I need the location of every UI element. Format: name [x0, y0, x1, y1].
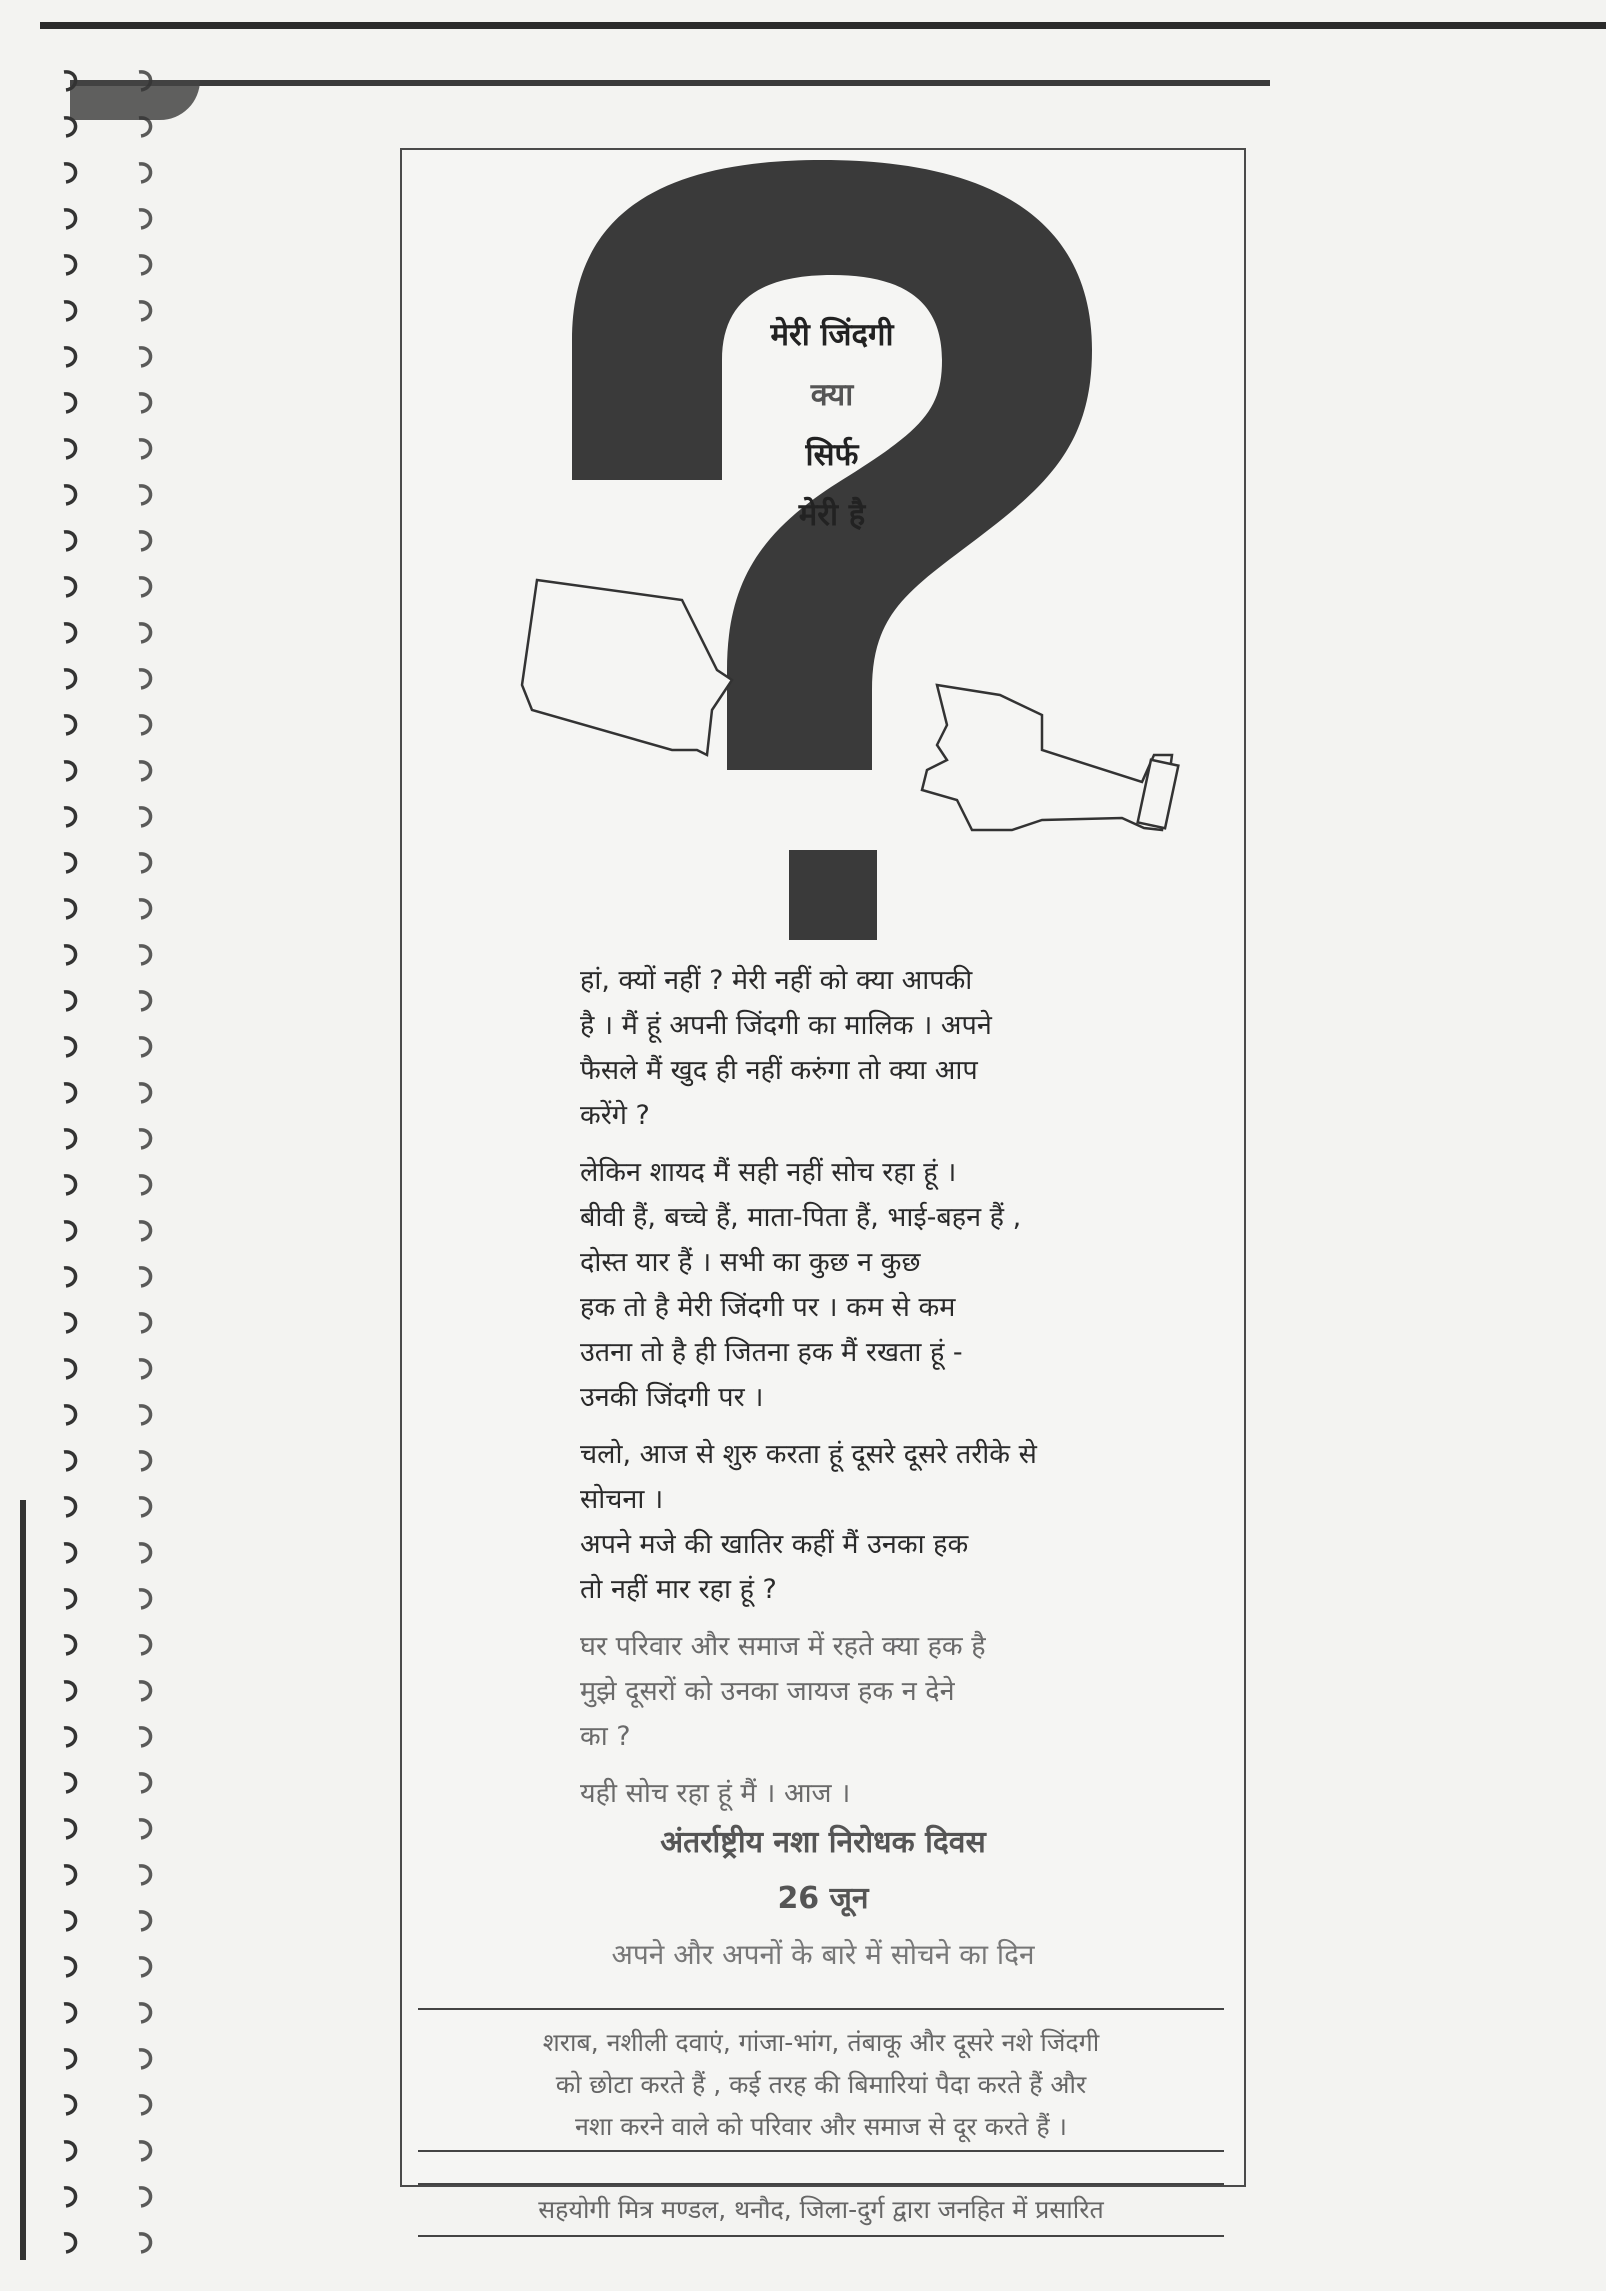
broken-bottle-icon: [922, 685, 1172, 830]
margin-rule: [20, 1500, 26, 2260]
paragraph: [580, 1771, 1140, 1816]
paragraph: [580, 1624, 1140, 1759]
text-line: हां, क्यों नहीं ? मेरी नहीं को क्या आपकी: [580, 965, 973, 996]
text-line: करेंगे ?: [580, 1100, 650, 1131]
binding-ring: [64, 2142, 76, 2160]
binding-ring: [64, 1682, 76, 1700]
campaign-title: अंतर्राष्ट्रीय नशा निरोधक दिवस: [660, 1825, 986, 1860]
binding-ring: [139, 1222, 151, 1240]
binding-ring: [64, 2050, 76, 2068]
binding-ring: [139, 946, 151, 964]
binding-ring: [64, 1222, 76, 1240]
binding-ring: [64, 1590, 76, 1608]
binding-ring: [64, 808, 76, 826]
text-line: उनकी जिंदगी पर ।: [580, 1382, 764, 1413]
top-rule: [40, 22, 1606, 29]
binding-ring: [64, 394, 76, 412]
binding-ring: [139, 1544, 151, 1562]
binding-ring: [64, 256, 76, 274]
text-line: है । मैं हूं अपनी जिंदगी का मालिक । अपने: [580, 1010, 992, 1041]
binding-ring: [64, 578, 76, 596]
binding-ring: [139, 854, 151, 872]
binding-ring: [139, 670, 151, 688]
text-line: उतना तो है ही जितना हक मैं रखता हूं -: [580, 1337, 963, 1368]
text-line: हक तो है मेरी जिंदगी पर । कम से कम: [580, 1292, 956, 1323]
binding-ring: [139, 532, 151, 550]
binding-ring: [64, 1084, 76, 1102]
poster: [400, 148, 1246, 2224]
paragraph: [580, 958, 1140, 1138]
binding-ring: [64, 992, 76, 1010]
binding-ring: [64, 716, 76, 734]
notice-line: शराब, नशीली दवाएं, गांजा-भांग, तंबाकू और दूसरे नशे जिंदगी: [542, 2028, 1100, 2057]
text-line: घर परिवार और समाज में रहते क्या हक है: [580, 1631, 986, 1662]
binding-ring: [139, 1728, 151, 1746]
notice-line: नशा करने वाले को परिवार और समाज से दूर करते हैं ।: [574, 2112, 1068, 2141]
binding-ring: [64, 1038, 76, 1056]
binding-ring: [139, 1406, 151, 1424]
headline-line: मेरी है: [798, 497, 866, 533]
bottle-cap: [1138, 760, 1179, 828]
text-line: मुझे दूसरों को उनका जायज हक न देने: [580, 1676, 955, 1707]
binding-ring: [139, 1314, 151, 1332]
binding-ring: [139, 394, 151, 412]
binding-ring: [64, 348, 76, 366]
binding-ring: [64, 302, 76, 320]
binding-ring: [64, 1820, 76, 1838]
binding-ring: [139, 440, 151, 458]
text-line: चलो, आज से शुरु करता हूं दूसरे दूसरे तरीके से: [580, 1439, 1037, 1470]
binding-ring: [64, 624, 76, 642]
binding-ring: [139, 2050, 151, 2068]
binding-ring: [64, 1866, 76, 1884]
binding-ring: [139, 624, 151, 642]
binding-ring: [139, 1268, 151, 1286]
binding-ring: [64, 900, 76, 918]
binding-ring: [64, 1958, 76, 1976]
secondary-rule: [70, 80, 1270, 86]
campaign-footer: [402, 1815, 1244, 1983]
binding-ring: [64, 1452, 76, 1470]
binding-ring: [64, 1360, 76, 1378]
binding-ring: [64, 440, 76, 458]
body-text: [580, 958, 1140, 1828]
binding-ring: [64, 1176, 76, 1194]
binding-ring: [64, 164, 76, 182]
binding-ring: [64, 1544, 76, 1562]
binding-ring: [139, 1590, 151, 1608]
binding-ring: [64, 1498, 76, 1516]
binding-ring: [64, 2096, 76, 2114]
binding-ring: [139, 118, 151, 136]
binding-ring: [139, 2234, 151, 2252]
binding-ring: [139, 1452, 151, 1470]
binding-ring: [139, 164, 151, 182]
text-line: का ?: [580, 1721, 631, 1752]
binding-ring: [64, 1268, 76, 1286]
text-line: यही सोच रहा हूं मैं । आज ।: [580, 1778, 851, 1809]
binding-ring: [139, 486, 151, 504]
binding-ring: [139, 578, 151, 596]
question-mark-dot: [789, 850, 877, 940]
binding-ring: [139, 256, 151, 274]
text-line: अपने मजे की खातिर कहीं मैं उनका हक: [580, 1529, 969, 1560]
headline-question: [732, 305, 932, 545]
binding-ring: [64, 1636, 76, 1654]
paragraph: [580, 1150, 1140, 1420]
binding-ring: [64, 2188, 76, 2206]
binding-ring: [64, 946, 76, 964]
campaign-tagline: अपने और अपनों के बारे में सोचने का दिन: [611, 1938, 1035, 1971]
binding-ring: [64, 1406, 76, 1424]
binding-ring: [139, 900, 151, 918]
binding-ring: [139, 1774, 151, 1792]
binding-ring: [64, 670, 76, 688]
binding-ring: [139, 302, 151, 320]
binding-ring: [64, 1130, 76, 1148]
binding-ring: [139, 1866, 151, 1884]
text-line: बीवी हैं, बच्चे हैं, माता-पिता हैं, भाई-बहन हैं ,: [580, 1202, 1022, 1233]
text-line: फैसले मैं खुद ही नहीं करुंगा तो क्या आप: [580, 1055, 978, 1086]
binding-ring: [139, 2004, 151, 2022]
notice-line: को छोटा करते हैं , कई तरह की बिमारियां पैदा करते हैं और: [555, 2070, 1087, 2099]
binding-ring: [139, 348, 151, 366]
binding-ring: [139, 2096, 151, 2114]
binding-ring: [64, 1314, 76, 1332]
binding-ring: [139, 2142, 151, 2160]
sponsor-credit: सहयोगी मित्र मण्डल, थनौद, जिला-दुर्ग द्वारा जनहित में प्रसारित: [418, 2183, 1224, 2237]
binding-ring: [64, 72, 76, 90]
text-line: तो नहीं मार रहा हूं ?: [580, 1574, 777, 1605]
binding-ring: [139, 1682, 151, 1700]
binding-ring: [64, 118, 76, 136]
binding-ring: [139, 72, 151, 90]
binding-ring: [139, 1176, 151, 1194]
binding-ring: [139, 1636, 151, 1654]
binding-ring: [64, 486, 76, 504]
spiral-binding: [0, 40, 180, 2280]
binding-ring: [139, 210, 151, 228]
binding-ring: [64, 1912, 76, 1930]
binding-ring: [139, 2188, 151, 2206]
binding-ring: [139, 1084, 151, 1102]
binding-ring: [64, 210, 76, 228]
binding-ring: [139, 808, 151, 826]
binding-ring: [64, 1774, 76, 1792]
paragraph: [580, 1432, 1140, 1612]
health-notice: [418, 2008, 1224, 2152]
binding-ring: [64, 532, 76, 550]
headline-line: क्या: [810, 377, 854, 413]
binding-ring: [139, 762, 151, 780]
binding-ring: [64, 2234, 76, 2252]
headline-line: मेरी जिंदगी: [770, 317, 894, 353]
text-line: सोचना ।: [580, 1484, 664, 1515]
binding-ring: [139, 1958, 151, 1976]
headline-line: सिर्फ: [805, 437, 859, 473]
campaign-date: 26 जून: [777, 1881, 869, 1916]
text-line: लेकिन शायद मैं सही नहीं सोच रहा हूं ।: [580, 1157, 957, 1188]
binding-ring: [64, 854, 76, 872]
binding-ring: [139, 1912, 151, 1930]
binding-ring: [139, 1498, 151, 1516]
broken-glass-icon: [522, 580, 732, 755]
text-line: दोस्त यार हैं । सभी का कुछ न कुछ: [580, 1247, 921, 1278]
binding-ring: [64, 1728, 76, 1746]
binding-ring: [139, 992, 151, 1010]
binding-ring: [64, 762, 76, 780]
binding-ring: [139, 1820, 151, 1838]
question-mark-illustration: [402, 150, 1244, 950]
binding-ring: [139, 1130, 151, 1148]
binding-ring: [139, 716, 151, 734]
binding-ring: [139, 1038, 151, 1056]
binding-ring: [64, 2004, 76, 2022]
binding-ring: [139, 1360, 151, 1378]
